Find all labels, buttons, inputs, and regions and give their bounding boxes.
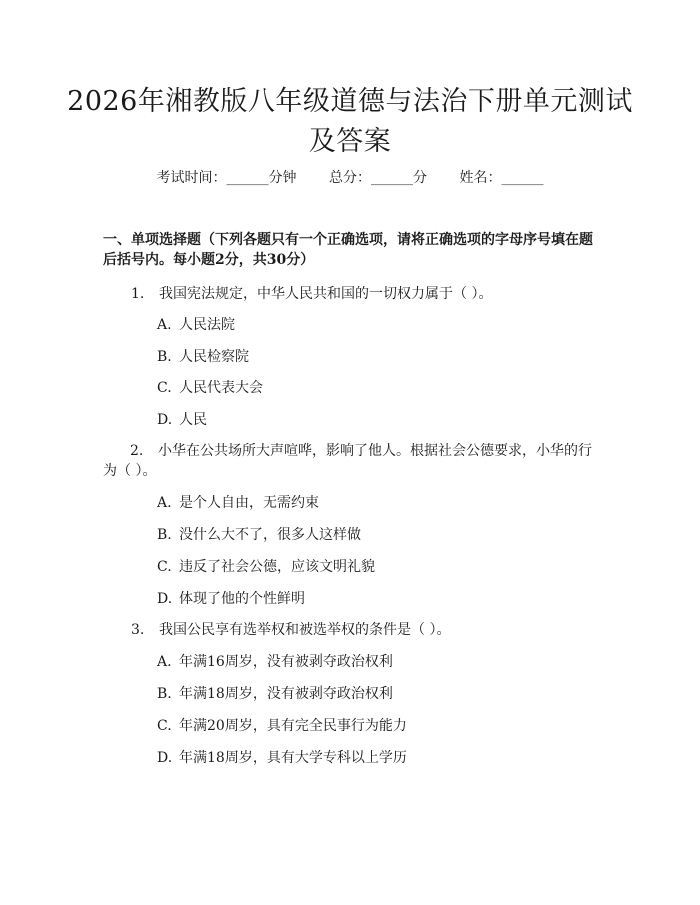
question-3 [131, 620, 450, 640]
option-text: 违反了社会公德，应该文明礼貌 [179, 559, 375, 575]
total-score-field: 总分：______分 [329, 170, 427, 186]
question-text: 我国公民享有选举权和被选举权的条件是（ ）。 [159, 622, 451, 638]
option-1d [157, 410, 207, 430]
option-letter: B. [157, 527, 172, 543]
option-letter: B. [157, 686, 172, 702]
exam-meta [0, 168, 700, 188]
option-1c [157, 378, 263, 398]
option-1a [157, 315, 235, 335]
question-number: 3. [131, 622, 145, 638]
option-1b [157, 347, 249, 367]
exam-time-field: 考试时间：______分钟 [156, 170, 297, 186]
option-text: 年满20周岁，具有完全民事行为能力 [179, 718, 407, 734]
option-3c [157, 716, 407, 736]
option-text: 年满18周岁，具有大学专科以上学历 [179, 750, 407, 766]
option-letter: D. [157, 412, 173, 428]
option-text: 没什么大不了，很多人这样做 [179, 527, 361, 543]
question-text: 小华在公共场所大声喧哗，影响了他人。根据社会公德要求，小华的行为（ ）。 [103, 443, 592, 479]
section-heading: 一、单项选择题（下列各题只有一个正确选项，请将正确选项的字母序号填在题后括号内。每小题2分，共30分） [103, 232, 593, 268]
option-text: 人民检察院 [179, 349, 249, 365]
option-text: 人民代表大会 [179, 380, 263, 396]
option-letter: A. [157, 317, 172, 333]
option-text: 年满18周岁，没有被剥夺政治权利 [179, 686, 393, 702]
option-text: 年满16周岁，没有被剥夺政治权利 [179, 654, 393, 670]
question-text: 我国宪法规定，中华人民共和国的一切权力属于（ ）。 [159, 286, 493, 302]
option-letter: C. [157, 380, 172, 396]
option-2a [157, 493, 319, 513]
student-name-field: 姓名：______ [459, 170, 544, 186]
option-text: 人民法院 [179, 317, 235, 333]
option-letter: D. [157, 591, 173, 607]
option-2b [157, 525, 361, 545]
option-text: 体现了他的个性鲜明 [179, 591, 305, 607]
option-letter: C. [157, 559, 172, 575]
option-3d [157, 748, 407, 768]
option-letter: A. [157, 495, 172, 511]
option-3a [157, 652, 393, 672]
option-letter: D. [157, 750, 173, 766]
option-2c [157, 557, 375, 577]
page-title: 2026年湘教版八年级道德与法治下册单元测试及答案 [67, 86, 633, 157]
question-number: 2. [130, 443, 144, 459]
question-2 [103, 441, 603, 481]
question-number: 1. [131, 286, 145, 302]
option-text: 人民 [179, 412, 207, 428]
option-letter: B. [157, 349, 172, 365]
question-1 [131, 284, 492, 304]
option-letter: A. [157, 654, 172, 670]
option-letter: C. [157, 718, 172, 734]
option-3b [157, 684, 393, 704]
option-text: 是个人自由，无需约束 [179, 495, 319, 511]
option-2d [157, 589, 305, 609]
